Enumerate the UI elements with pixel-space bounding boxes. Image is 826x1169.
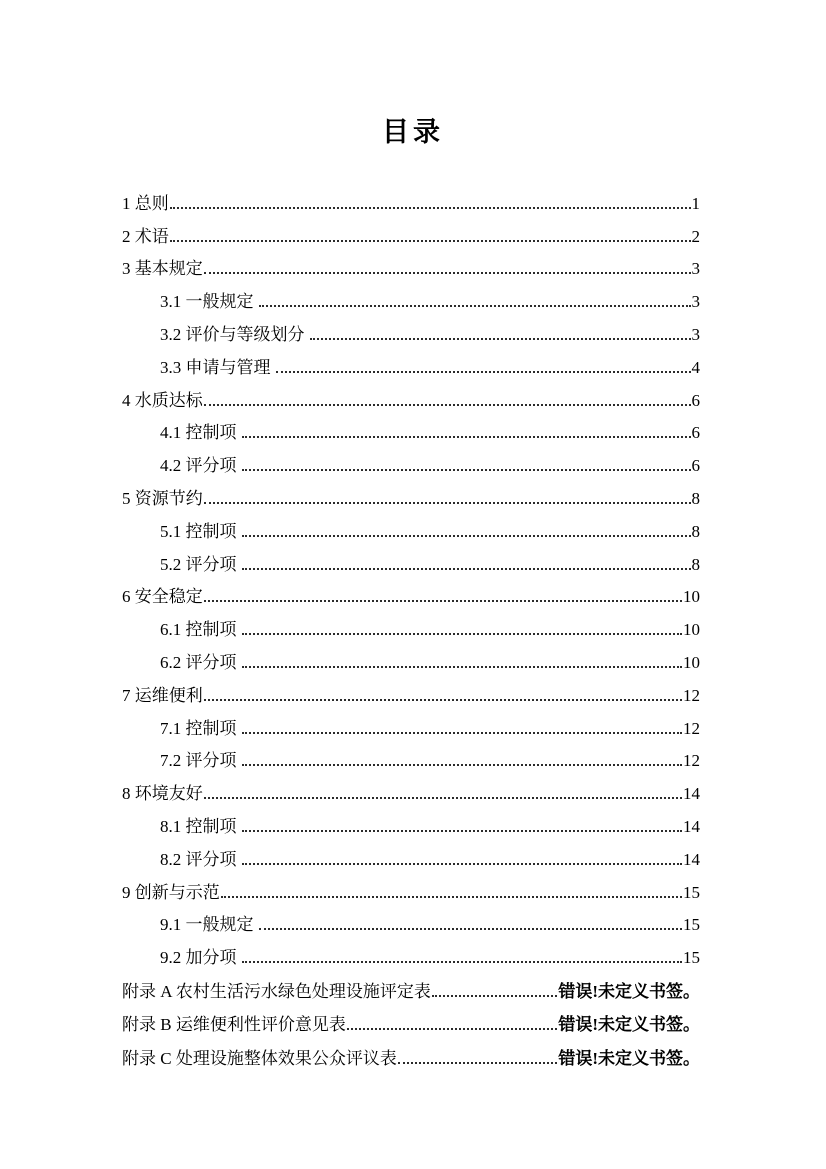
toc-entry[interactable] bbox=[122, 1003, 700, 1037]
toc-leader-dots bbox=[242, 633, 683, 635]
toc-entry-page: 15 bbox=[683, 915, 700, 935]
toc-leader-dots bbox=[242, 568, 691, 570]
toc-entry-page: 15 bbox=[683, 948, 700, 968]
toc-leader-dots bbox=[432, 995, 557, 997]
toc-entry[interactable] bbox=[122, 248, 700, 281]
toc-entry-label: 5.1 控制项 bbox=[160, 521, 237, 541]
toc-leader-dots bbox=[242, 535, 691, 537]
toc-entry-label: 7 运维便利 bbox=[122, 685, 203, 705]
toc-leader-dots bbox=[242, 732, 683, 734]
toc-entry-page: 12 bbox=[683, 718, 700, 738]
toc-entry-label: 4 水质达标 bbox=[122, 390, 203, 410]
toc-leader-dots bbox=[242, 469, 691, 471]
toc-entry[interactable] bbox=[122, 444, 700, 477]
toc-entry-label: 4.1 控制项 bbox=[160, 423, 237, 443]
toc-entry-page: 3 bbox=[691, 259, 700, 279]
toc-leader-dots bbox=[259, 305, 691, 307]
toc-entry-label: 9.1 一般规定 bbox=[160, 915, 254, 935]
toc-entry-label: 7.2 评分项 bbox=[160, 751, 237, 771]
toc-leader-dots bbox=[259, 928, 683, 930]
toc-entry[interactable] bbox=[122, 182, 700, 215]
toc-leader-dots bbox=[204, 404, 691, 406]
toc-leader-dots bbox=[204, 600, 682, 602]
toc-leader-dots bbox=[204, 699, 682, 701]
toc-entry-page: 1 bbox=[691, 193, 700, 213]
toc-entry-page: 6 bbox=[691, 390, 700, 410]
toc-entry-label: 6 安全稳定 bbox=[122, 587, 203, 607]
toc-leader-dots bbox=[204, 272, 691, 274]
toc-entry-page: 14 bbox=[683, 849, 700, 869]
toc-entry[interactable] bbox=[122, 412, 700, 445]
toc-leader-dots bbox=[242, 764, 683, 766]
toc-entry-label: 1 总则 bbox=[122, 193, 169, 213]
toc-entry-page: 2 bbox=[691, 226, 700, 246]
toc-entry-page: 8 bbox=[691, 521, 700, 541]
toc-entry-label: 4.2 评分项 bbox=[160, 456, 237, 476]
toc-entry-page: 14 bbox=[683, 816, 700, 836]
toc-entry[interactable] bbox=[122, 772, 700, 805]
toc-leader-dots bbox=[242, 830, 683, 832]
toc-leader-dots bbox=[242, 863, 683, 865]
toc-leader-dots bbox=[398, 1062, 557, 1064]
toc-entry[interactable] bbox=[122, 543, 700, 576]
toc-leader-dots bbox=[276, 371, 691, 373]
toc-entry-label: 6.2 评分项 bbox=[160, 652, 237, 672]
toc-entry-label: 3 基本规定 bbox=[122, 259, 203, 279]
toc-leader-dots bbox=[170, 240, 691, 242]
toc-entry[interactable] bbox=[122, 740, 700, 773]
toc-entry-label: 8 环境友好 bbox=[122, 784, 203, 804]
toc-entry-page: 10 bbox=[683, 587, 700, 607]
toc-entry[interactable] bbox=[122, 904, 700, 937]
toc-entry-page: 8 bbox=[691, 554, 700, 574]
toc-entry-page: 6 bbox=[691, 423, 700, 443]
toc-entry-label: 7.1 控制项 bbox=[160, 718, 237, 738]
toc-entry-page: 3 bbox=[691, 324, 700, 344]
toc-entry-label: 附录 B 运维便利性评价意见表 bbox=[122, 1015, 346, 1035]
toc-entry-label: 5 资源节约 bbox=[122, 488, 203, 508]
toc-entry[interactable] bbox=[122, 379, 700, 412]
toc-leader-dots bbox=[310, 338, 691, 340]
toc-entry-label: 8.1 控制项 bbox=[160, 816, 237, 836]
toc-entry[interactable] bbox=[122, 707, 700, 740]
toc-entry[interactable] bbox=[122, 313, 700, 346]
toc-entry[interactable] bbox=[122, 280, 700, 313]
toc-entry-label: 3.2 评价与等级划分 bbox=[160, 324, 305, 344]
toc-entry-page: 3 bbox=[691, 292, 700, 312]
toc-entry-label: 6.1 控制项 bbox=[160, 620, 237, 640]
toc-leader-dots bbox=[170, 207, 691, 209]
toc-entry[interactable] bbox=[122, 608, 700, 641]
toc-entry-page: 错误!未定义书签。 bbox=[558, 1015, 700, 1035]
toc-entry-label: 2 术语 bbox=[122, 226, 169, 246]
toc-entry-page: 10 bbox=[683, 652, 700, 672]
toc-leader-dots bbox=[242, 961, 683, 963]
toc-entry-page: 错误!未定义书签。 bbox=[558, 1048, 700, 1068]
toc-entry[interactable] bbox=[122, 674, 700, 707]
toc-list bbox=[122, 182, 700, 1070]
toc-entry[interactable] bbox=[122, 510, 700, 543]
toc-entry-label: 5.2 评分项 bbox=[160, 554, 237, 574]
toc-leader-dots bbox=[347, 1028, 557, 1030]
toc-entry-page: 15 bbox=[683, 882, 700, 902]
toc-entry-label: 9.2 加分项 bbox=[160, 948, 237, 968]
toc-entry-label: 8.2 评分项 bbox=[160, 849, 237, 869]
toc-entry-page: 8 bbox=[691, 488, 700, 508]
toc-entry[interactable] bbox=[122, 1036, 700, 1070]
toc-leader-dots bbox=[204, 502, 691, 504]
toc-entry[interactable] bbox=[122, 969, 700, 1003]
toc-entry-page: 12 bbox=[683, 751, 700, 771]
toc-leader-dots bbox=[221, 896, 682, 898]
toc-entry-label: 附录 A 农村生活污水绿色处理设施评定表 bbox=[122, 981, 431, 1001]
page-title: 目录 bbox=[382, 117, 444, 147]
toc-entry-label: 3.3 申请与管理 bbox=[160, 357, 271, 377]
toc-entry-label: 附录 C 处理设施整体效果公众评议表 bbox=[122, 1048, 397, 1068]
toc-entry[interactable] bbox=[122, 871, 700, 904]
toc-entry[interactable] bbox=[122, 805, 700, 838]
toc-entry[interactable] bbox=[122, 215, 700, 248]
toc-entry-page: 12 bbox=[683, 685, 700, 705]
toc-entry[interactable] bbox=[122, 346, 700, 379]
toc-entry-page: 10 bbox=[683, 620, 700, 640]
toc-entry[interactable] bbox=[122, 936, 700, 969]
toc-entry-label: 3.1 一般规定 bbox=[160, 292, 254, 312]
toc-leader-dots bbox=[242, 436, 691, 438]
toc-entry-page: 6 bbox=[691, 456, 700, 476]
toc-entry-page: 错误!未定义书签。 bbox=[558, 981, 700, 1001]
toc-entry-page: 14 bbox=[683, 784, 700, 804]
toc-entry[interactable] bbox=[122, 576, 700, 609]
toc-leader-dots bbox=[204, 797, 682, 799]
toc-leader-dots bbox=[242, 666, 683, 668]
toc-entry[interactable] bbox=[122, 477, 700, 510]
toc-entry[interactable] bbox=[122, 838, 700, 871]
toc-entry-label: 9 创新与示范 bbox=[122, 882, 220, 902]
toc-entry-page: 4 bbox=[691, 357, 700, 377]
toc-entry[interactable] bbox=[122, 641, 700, 674]
